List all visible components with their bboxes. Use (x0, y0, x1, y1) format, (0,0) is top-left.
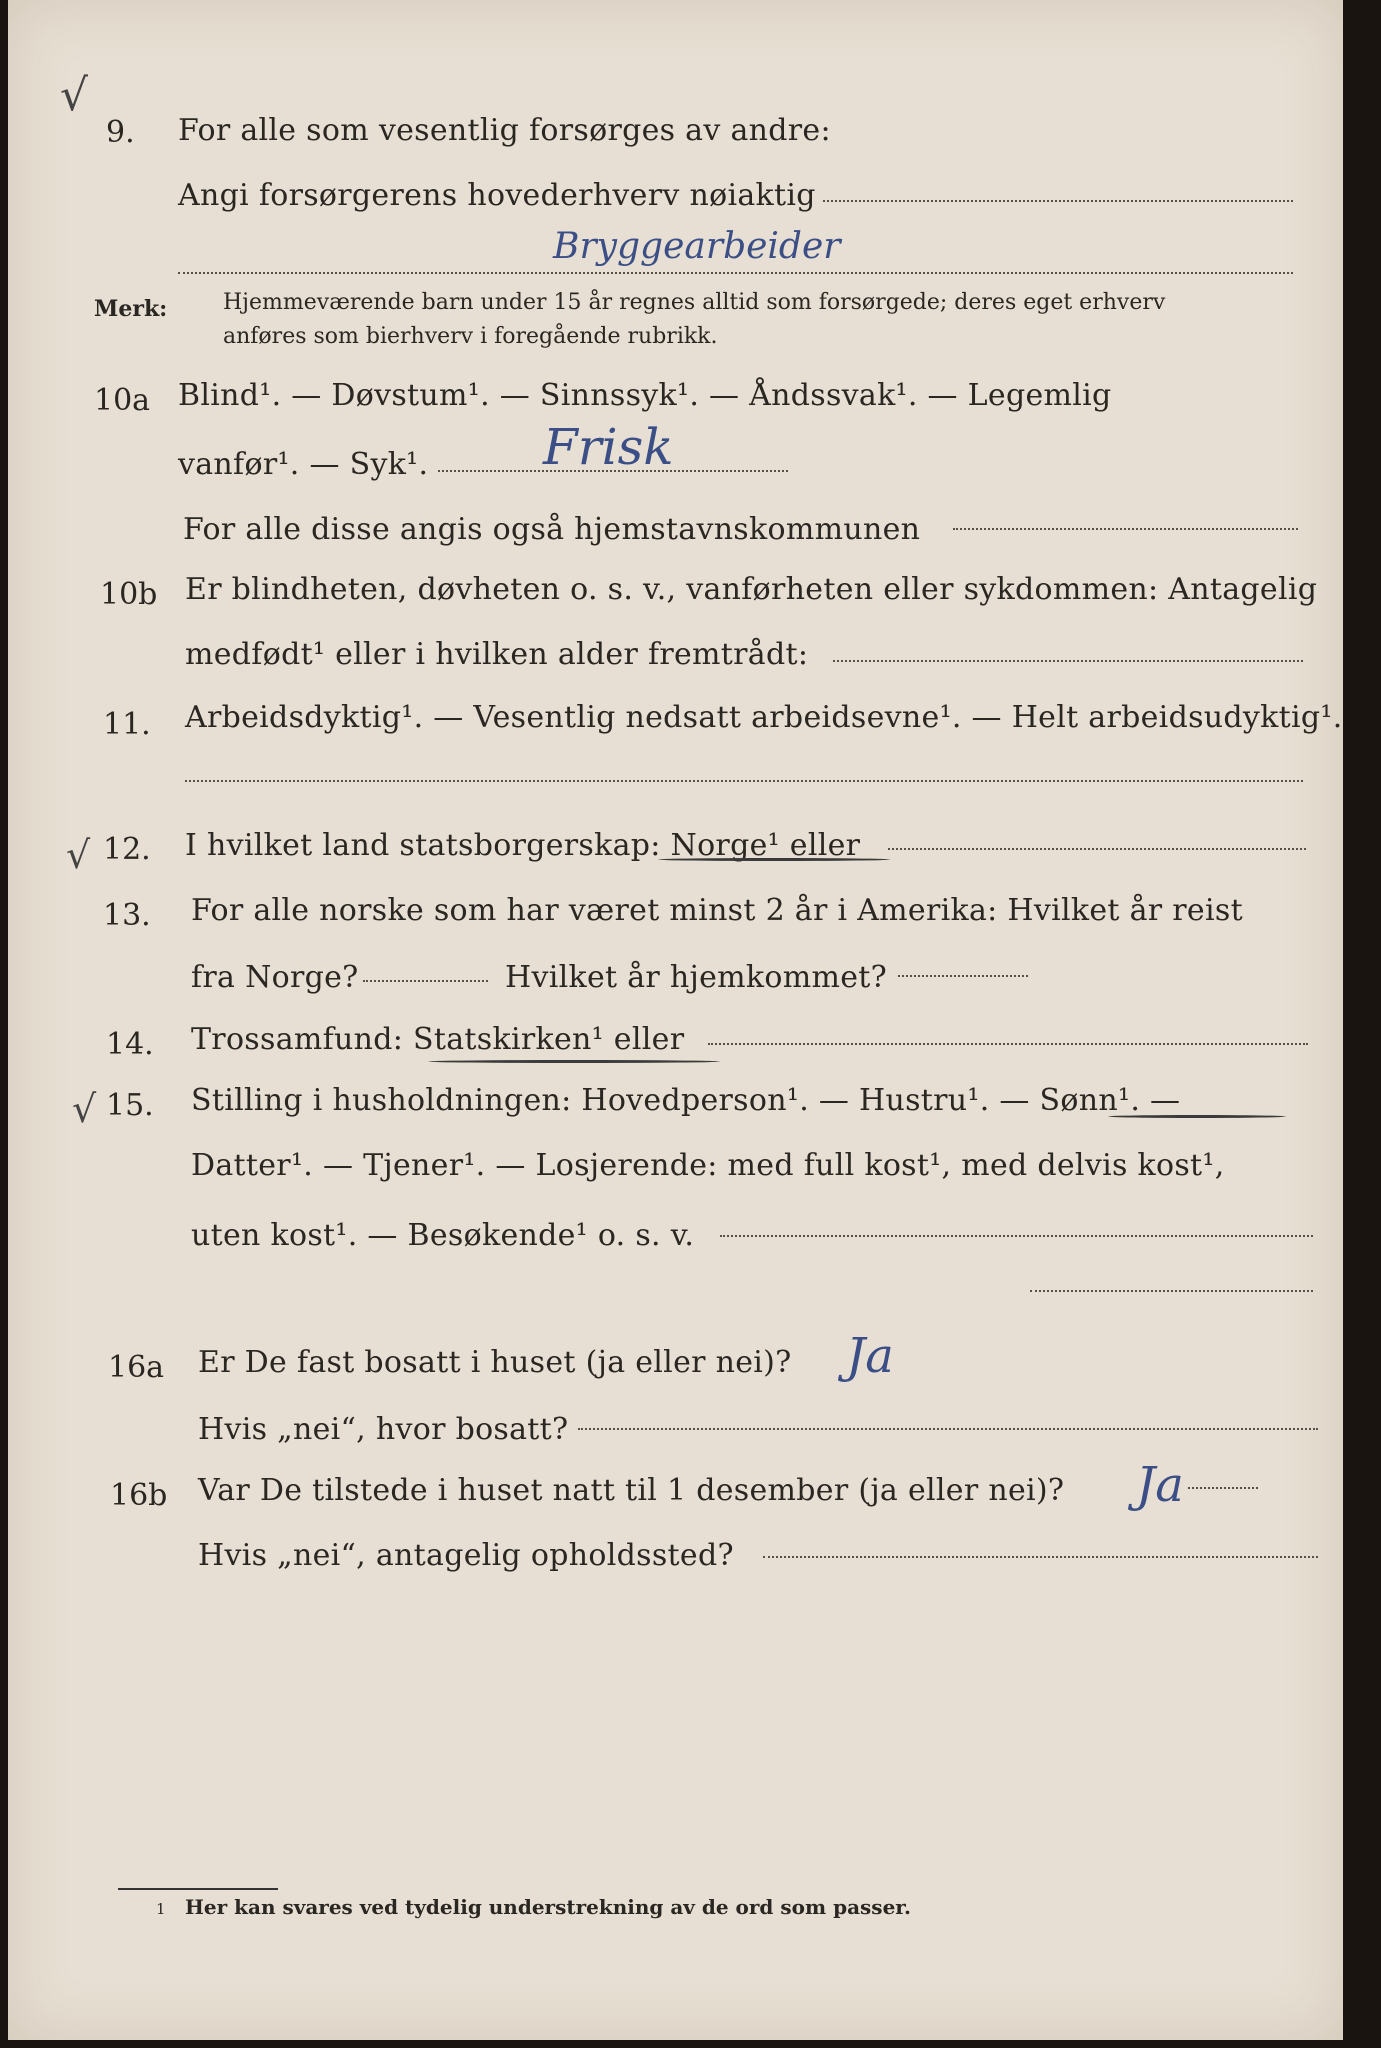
q16b-number: 16b (110, 1478, 168, 1513)
merk-line1: Hjemmeværende barn under 15 år regnes alltid som forsørgede; deres eget erhverv (223, 290, 1166, 315)
q12-answer-line (888, 848, 1306, 850)
q12-line1: I hvilket land statsborgerskap: Norge¹ eller (185, 828, 861, 863)
q11-line1: Arbeidsdyktig¹. — Vesentlig nedsatt arbeidsevne¹. — Helt arbeidsudyktig¹. (185, 700, 1343, 735)
q14-answer-line (708, 1043, 1308, 1045)
q16b-line1: Var De tilstede i huset natt til 1 desember (ja eller nei)? (198, 1473, 1065, 1508)
q16b-answer: Ja (1136, 1457, 1184, 1513)
q16a-number: 16a (108, 1350, 165, 1385)
q10b-line2: medfødt¹ eller i hvilken alder fremtrådt: (185, 637, 809, 672)
q15-answer-line2 (1030, 1290, 1313, 1292)
footnote-text: Her kan svares ved tydelig understrekning av de ord som passer. (185, 1895, 911, 1919)
q13-line1: For alle norske som har været minst 2 år i Amerika: Hvilket år reist (191, 893, 1243, 928)
q15-line2: Datter¹. — Tjener¹. — Losjerende: med full kost¹, med delvis kost¹, (191, 1148, 1225, 1183)
q11-answer-line (185, 780, 1303, 782)
q10a-line3-answer-line (953, 528, 1298, 530)
q16a-line2: Hvis „nei“, hvor bosatt? (198, 1412, 569, 1447)
q13-reist-line (363, 980, 488, 982)
q16b-answer-line2 (763, 1556, 1318, 1558)
q10a-line1: Blind¹. — Døvstum¹. — Sinnssyk¹. — Åndssvak¹. — Legemlig (178, 378, 1112, 413)
q10a-answer: Frisk (543, 418, 674, 476)
q10b-line1: Er blindheten, døvheten o. s. v., vanførheten eller sykdommen: Antagelig (185, 572, 1318, 607)
check-mark-icon: √ (72, 1087, 97, 1131)
footnote-rule (118, 1888, 278, 1890)
q14-line1: Trossamfund: Statskirken¹ eller (191, 1022, 685, 1057)
form-page (8, 0, 1343, 2040)
check-mark-icon: √ (66, 833, 91, 877)
q13-line2a: fra Norge? (191, 960, 359, 995)
q10b-number: 10b (100, 577, 158, 612)
q14-number: 14. (106, 1027, 154, 1062)
q13-number: 13. (103, 898, 151, 933)
merk-label: Merk: (94, 296, 168, 322)
q15-number: 15. (106, 1088, 154, 1123)
q16b-answer-line (1188, 1487, 1258, 1489)
q10a-number: 10a (94, 383, 151, 418)
q15-answer-line (720, 1235, 1313, 1237)
q16b-line2: Hvis „nei“, antagelig opholdssted? (198, 1538, 734, 1573)
q9-answer: Bryggearbeider (553, 226, 841, 267)
q13-hjemkommet-line (898, 975, 1028, 977)
q9-answer-line (823, 200, 1293, 202)
q10b-answer-line (833, 660, 1303, 662)
q10a-line3: For alle disse angis også hjemstavnskommunen (183, 512, 921, 547)
footnote-mark: 1 (156, 1900, 166, 1918)
q15-line3: uten kost¹. — Besøkende¹ o. s. v. (191, 1218, 695, 1253)
q14-underline (428, 1060, 720, 1063)
q16a-line1: Er De fast bosatt i huset (ja eller nei)? (198, 1345, 792, 1380)
q11-number: 11. (103, 707, 151, 742)
q12-underline (658, 858, 890, 861)
q12-number: 12. (103, 832, 151, 867)
q16a-answer-line (578, 1428, 1318, 1430)
q15-line1: Stilling i husholdningen: Hovedperson¹. — Hustru¹. — Sønn¹. — (191, 1083, 1181, 1118)
q13-line2b: Hvilket år hjemkommet? (505, 960, 888, 995)
q10a-line2: vanfør¹. — Syk¹. (178, 447, 429, 482)
merk-line2: anføres som bierhverv i foregående rubrikk. (223, 324, 718, 349)
q9-answer-line2 (178, 272, 1293, 274)
q16a-answer: Ja (846, 1328, 894, 1384)
check-mark-icon: √ (60, 70, 89, 121)
q9-line1: For alle som vesentlig forsørges av andre: (178, 113, 831, 148)
q9-line2: Angi forsørgerens hovederhverv nøiaktig (178, 178, 816, 213)
q9-number: 9. (106, 115, 135, 150)
q15-underline (1108, 1115, 1286, 1118)
